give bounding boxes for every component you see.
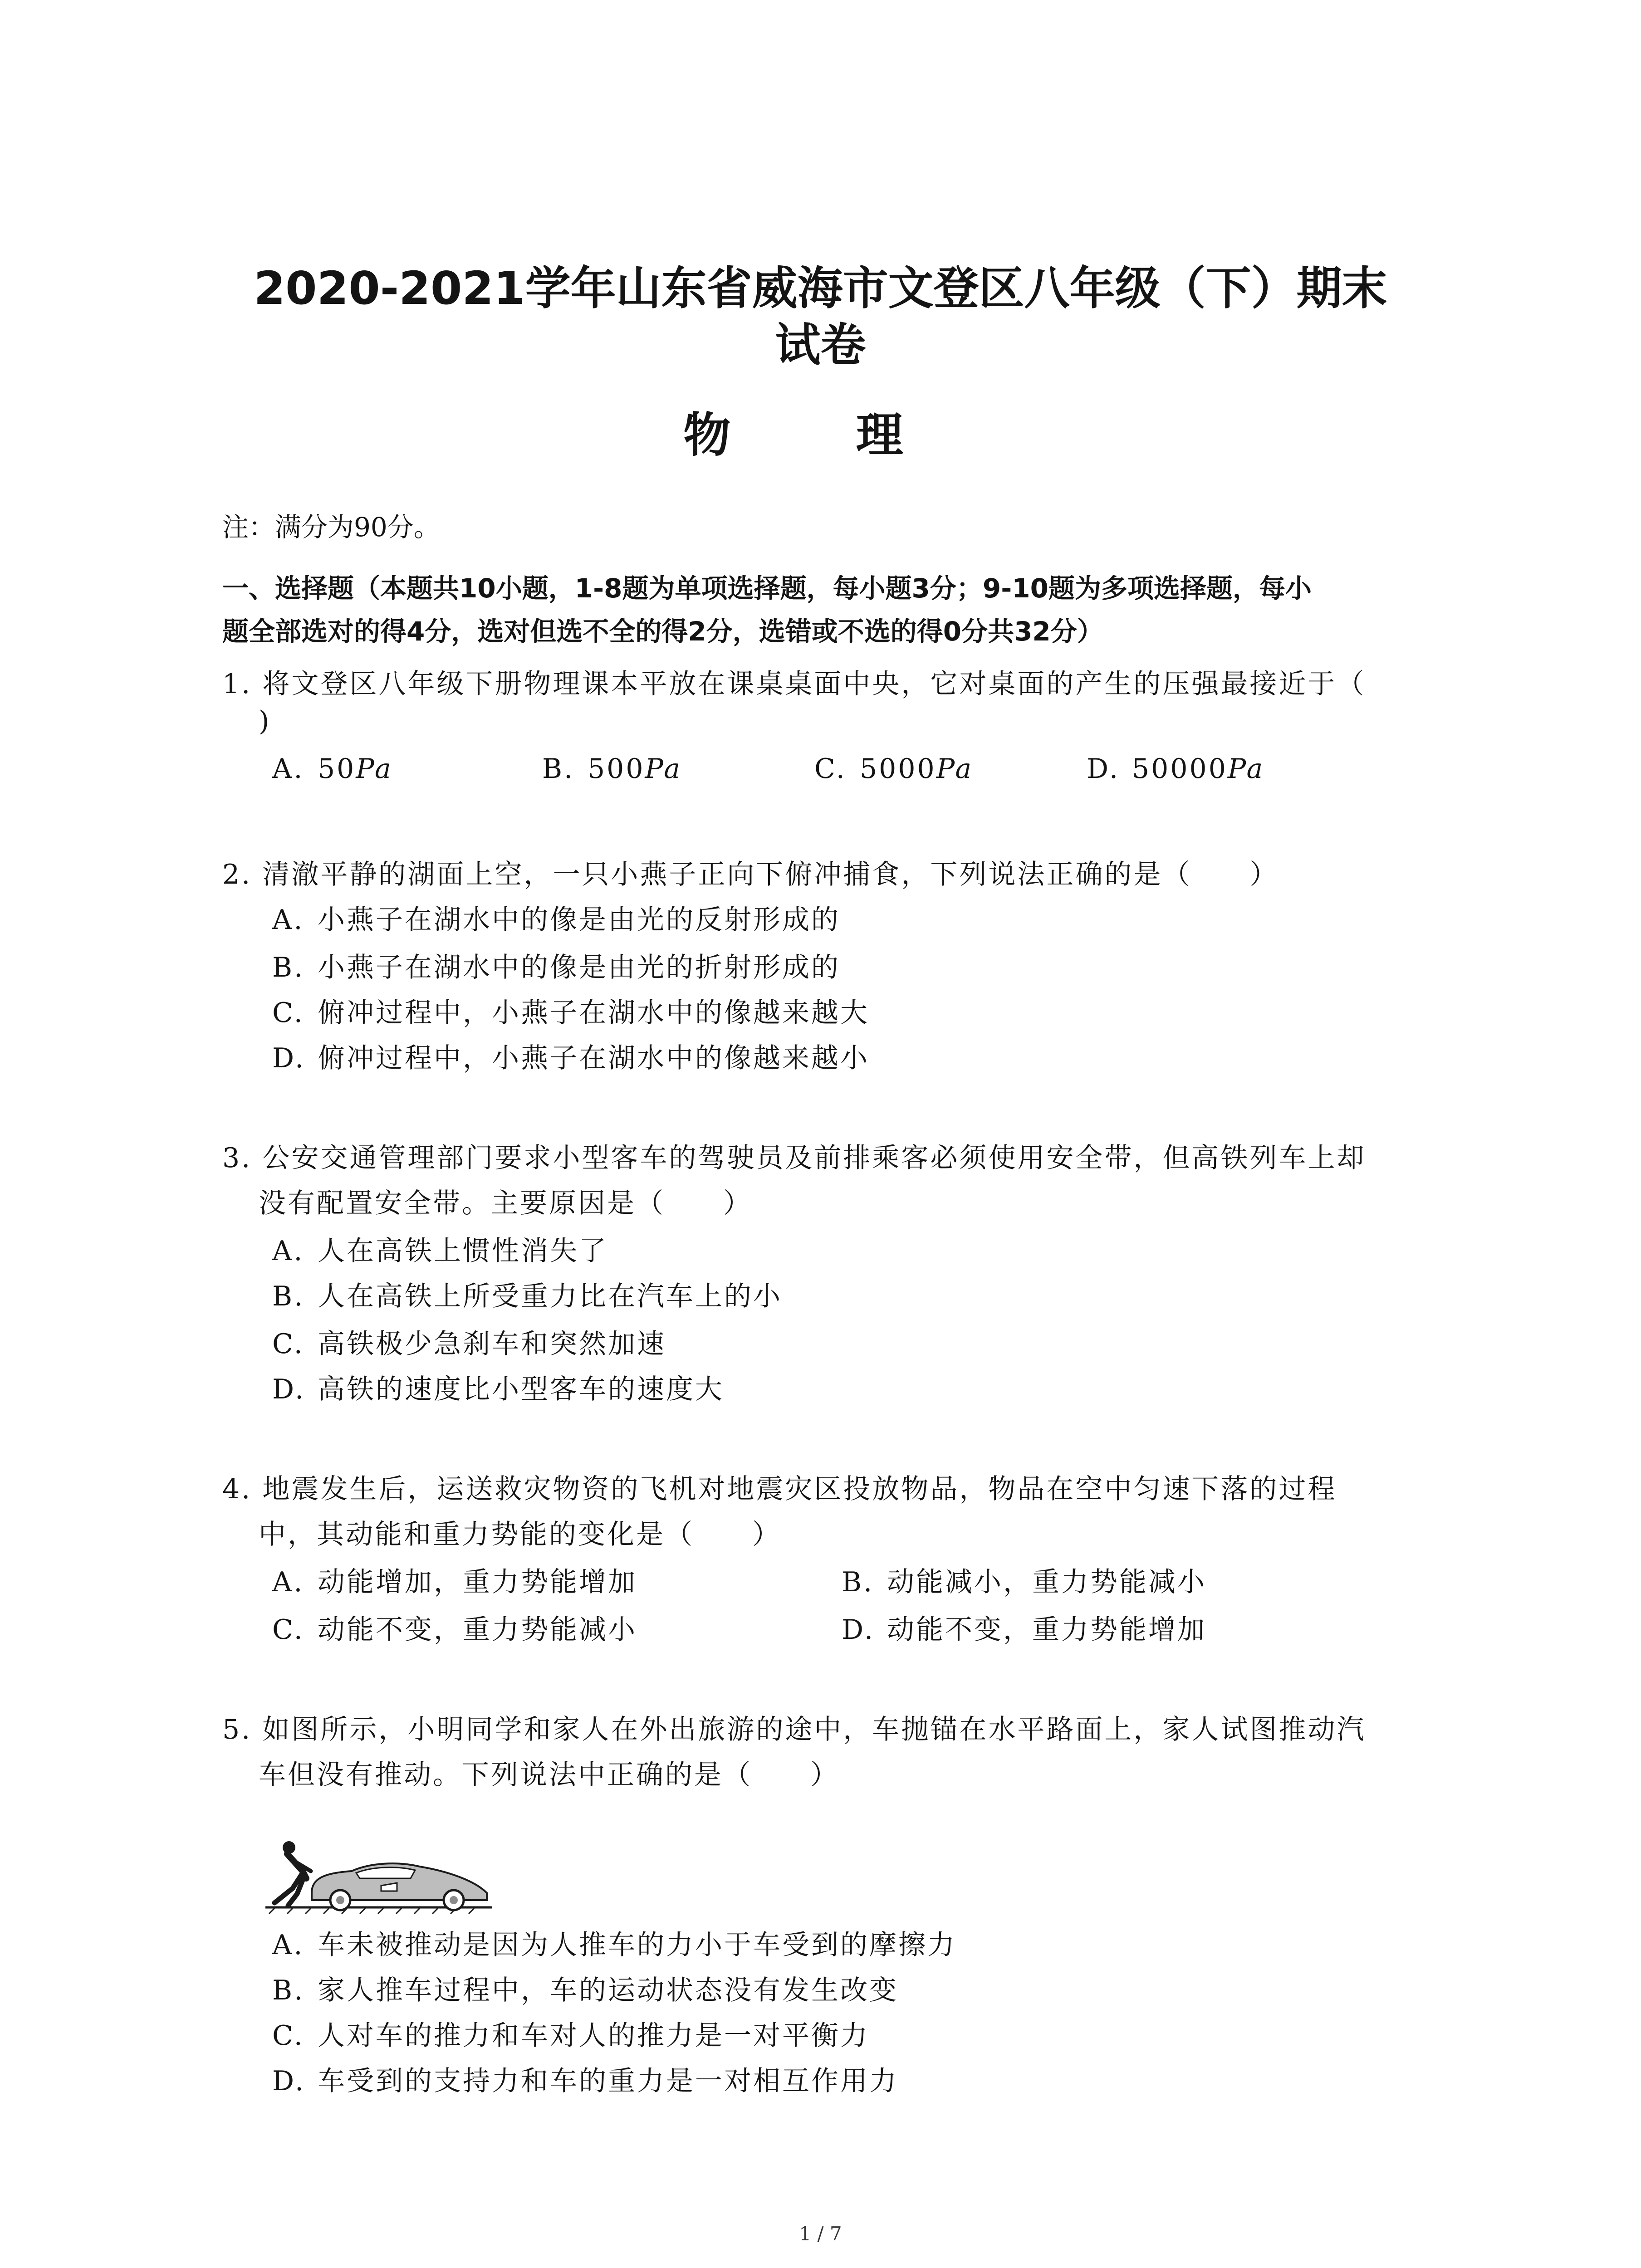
option-letter: C. <box>272 997 304 1029</box>
option-text: 家人推车过程中，车的运动状态没有发生改变 <box>318 1975 898 2006</box>
question-5-option-b <box>272 1969 898 2008</box>
question-1-stem-continued: ) <box>259 705 271 737</box>
page-title-continued: 试卷 <box>775 318 866 371</box>
question-5-option-d <box>272 2059 898 2098</box>
question-3-option-b <box>272 1275 782 1314</box>
option-letter: D. <box>272 1042 306 1074</box>
question-3-option-c <box>272 1322 666 1361</box>
option-letter: B. <box>842 1566 874 1598</box>
option-text: 动能不变，重力势能减小 <box>318 1614 637 1646</box>
option-text: 俯冲过程中，小燕子在湖水中的像越来越小 <box>318 1042 869 1074</box>
score-note: 注：满分为90分。 <box>222 512 440 543</box>
option-letter: D. <box>272 2065 306 2097</box>
question-5-option-c <box>272 2014 869 2053</box>
option-letter: C. <box>272 1328 304 1360</box>
option-value: 50000 <box>1132 753 1228 785</box>
option-unit: Pa <box>645 753 682 785</box>
question-2-option-d <box>272 1036 869 1075</box>
option-text: 高铁极少急刹车和突然加速 <box>318 1328 666 1360</box>
option-letter: D. <box>1087 753 1120 785</box>
option-letter: A. <box>272 1235 304 1267</box>
section-heading-line2: 题全部选对的得4分，选对但选不全的得2分，选错或不选的得0分共32分） <box>222 616 1103 647</box>
question-5-stem-continued: 车但没有推动。下列说法中正确的是（ ） <box>259 1759 839 1791</box>
question-1-option-c <box>814 753 973 785</box>
question-4-stem-continued: 中，其动能和重力势能的变化是（ ） <box>259 1519 781 1550</box>
option-value: 500 <box>588 753 645 785</box>
question-4-stem: 4. 地震发生后，运送救灾物资的飞机对地震灾区投放物品，物品在空中匀速下落的过程 <box>222 1473 1337 1505</box>
question-3-stem: 3. 公安交通管理部门要求小型客车的驾驶员及前排乘客必须使用安全带，但高铁列车上却 <box>222 1142 1366 1174</box>
option-text: 动能增加，重力势能增加 <box>318 1566 637 1598</box>
section-heading-line1: 一、选择题（本题共10小题，1-8题为单项选择题，每小题3分；9-10题为多项选择题，每小 <box>222 573 1312 604</box>
question-5-stem: 5. 如图所示，小明同学和家人在外出旅游的途中，车抛锚在水平路面上，家人试图推动汽 <box>222 1714 1366 1745</box>
question-3-option-a <box>272 1229 608 1268</box>
question-3-option-d <box>272 1368 724 1407</box>
question-2-option-a <box>272 898 840 937</box>
option-letter: B. <box>272 952 305 983</box>
question-4-option-c <box>272 1608 637 1647</box>
subject-heading: 物 理 <box>683 407 958 463</box>
option-text: 人在高铁上惯性消失了 <box>318 1235 608 1267</box>
page-number: 1 / 7 <box>799 2223 842 2245</box>
option-text: 车受到的支持力和车的重力是一对相互作用力 <box>318 2065 898 2097</box>
option-letter: C. <box>814 753 847 785</box>
question-3-stem-continued: 没有配置安全带。主要原因是（ ） <box>259 1188 752 1219</box>
option-letter: A. <box>272 1929 304 1961</box>
option-text: 车未被推动是因为人推车的力小于车受到的摩擦力 <box>318 1929 956 1961</box>
question-2-option-c <box>272 991 869 1030</box>
option-letter: D. <box>842 1614 875 1646</box>
option-text: 人在高铁上所受重力比在汽车上的小 <box>318 1281 782 1312</box>
question-2-option-b <box>272 946 840 985</box>
option-text: 小燕子在湖水中的像是由光的反射形成的 <box>318 904 840 936</box>
option-text: 俯冲过程中，小燕子在湖水中的像越来越大 <box>318 997 869 1029</box>
option-text: 小燕子在湖水中的像是由光的折射形成的 <box>318 952 840 983</box>
option-letter: C. <box>272 1614 304 1646</box>
question-1-option-b <box>542 753 682 785</box>
option-value: 50 <box>318 753 356 785</box>
option-letter: C. <box>272 2020 304 2052</box>
option-text: 高铁的速度比小型客车的速度大 <box>318 1374 724 1405</box>
option-text: 动能不变，重力势能增加 <box>887 1614 1206 1646</box>
question-4-option-d <box>842 1608 1206 1647</box>
question-5-option-a <box>272 1923 956 1962</box>
question-1-stem: 1. 将文登区八年级下册物理课本平放在课桌桌面中央，它对桌面的产生的压强最接近于（ <box>222 668 1366 700</box>
question-1-option-d <box>1087 753 1264 785</box>
option-letter: B. <box>542 753 575 785</box>
question-4-option-a <box>272 1560 637 1599</box>
option-letter: B. <box>272 1975 305 2006</box>
option-letter: A. <box>272 904 304 936</box>
option-text: 人对车的推力和车对人的推力是一对平衡力 <box>318 2020 869 2052</box>
page-title: 2020-2021学年山东省威海市文登区八年级（下）期末 <box>254 262 1387 315</box>
question-1-option-a <box>272 753 393 785</box>
option-letter: A. <box>272 753 304 785</box>
option-value: 5000 <box>860 753 936 785</box>
person-pushing-car-figure <box>261 1835 497 1914</box>
option-unit: Pa <box>936 753 974 785</box>
question-4-option-b <box>842 1560 1206 1599</box>
option-letter: A. <box>272 1566 304 1598</box>
option-letter: D. <box>272 1374 306 1405</box>
question-2-stem: 2. 清澈平静的湖面上空，一只小燕子正向下俯冲捕食，下列说法正确的是（ ） <box>222 859 1279 890</box>
option-unit: Pa <box>356 753 393 785</box>
option-unit: Pa <box>1227 753 1265 785</box>
option-text: 动能减小，重力势能减小 <box>887 1566 1206 1598</box>
option-letter: B. <box>272 1281 305 1312</box>
